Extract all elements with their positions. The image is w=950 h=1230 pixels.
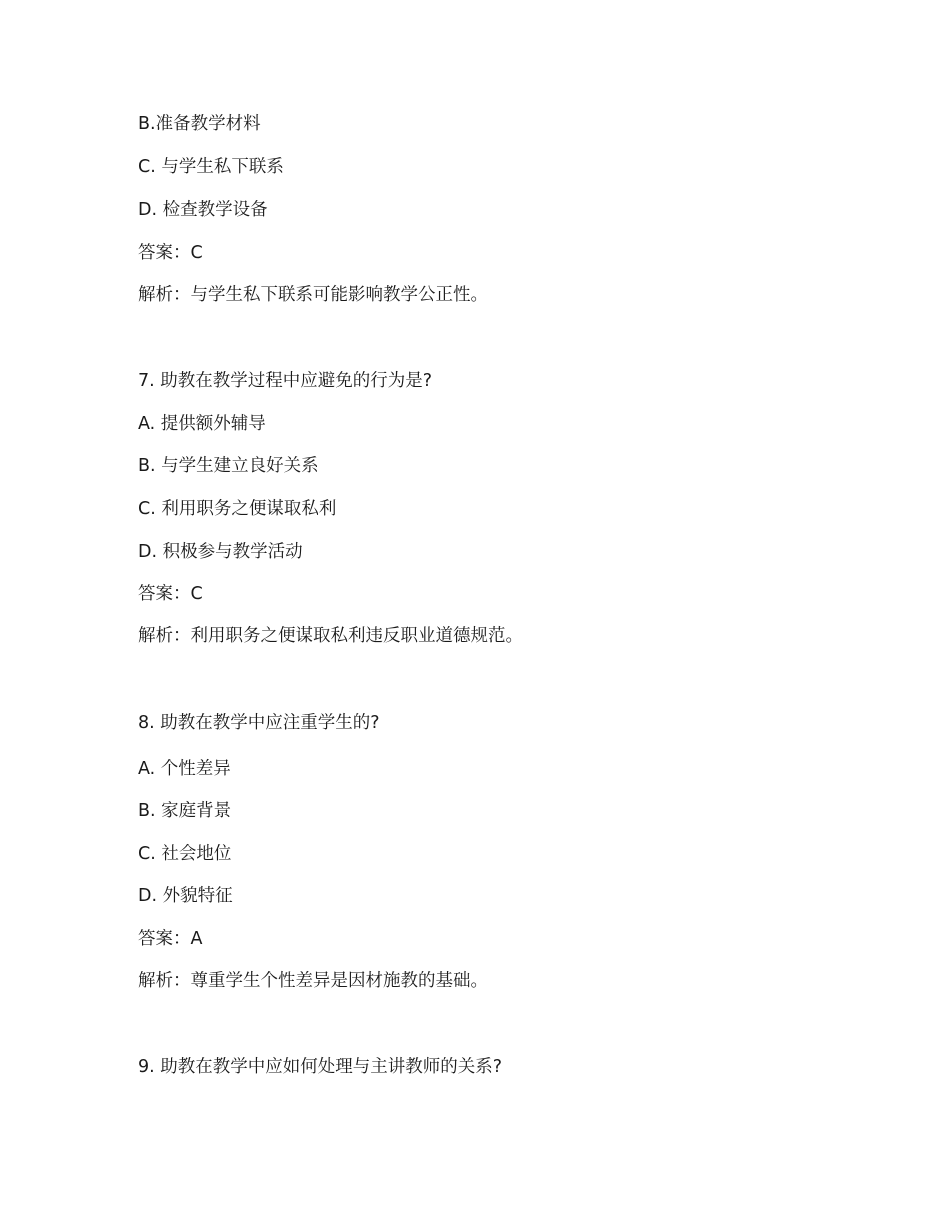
q8-option-a: A. 个性差异 (138, 759, 231, 779)
q9-question: 9. 助教在教学中应如何处理与主讲教师的关系? (138, 1057, 503, 1077)
q8-option-d: D. 外貌特征 (138, 886, 233, 906)
q7-option-a: A. 提供额外辅导 (138, 414, 266, 434)
q7-question: 7. 助教在教学过程中应避免的行为是? (138, 371, 433, 391)
q6-option-d: D. 检查教学设备 (138, 200, 268, 220)
q7-option-b: B. 与学生建立良好关系 (138, 456, 319, 476)
q7-option-d: D. 积极参与教学活动 (138, 542, 303, 562)
q6-option-b: B.准备教学材料 (138, 114, 261, 134)
q6-analysis: 解析：与学生私下联系可能影响教学公正性。 (138, 285, 488, 305)
q7-option-c: C. 利用职务之便谋取私利 (138, 499, 337, 519)
q8-question: 8. 助教在教学中应注重学生的? (138, 713, 380, 733)
q8-option-b: B. 家庭背景 (138, 801, 232, 821)
q6-option-c: C. 与学生私下联系 (138, 157, 284, 177)
q8-analysis: 解析：尊重学生个性差异是因材施教的基础。 (138, 971, 488, 991)
q7-answer: 答案：C (138, 584, 203, 604)
q8-option-c: C. 社会地位 (138, 844, 232, 864)
q7-analysis: 解析：利用职务之便谋取私利违反职业道德规范。 (138, 626, 523, 646)
q6-answer: 答案：C (138, 243, 203, 263)
q8-answer: 答案：A (138, 929, 203, 949)
